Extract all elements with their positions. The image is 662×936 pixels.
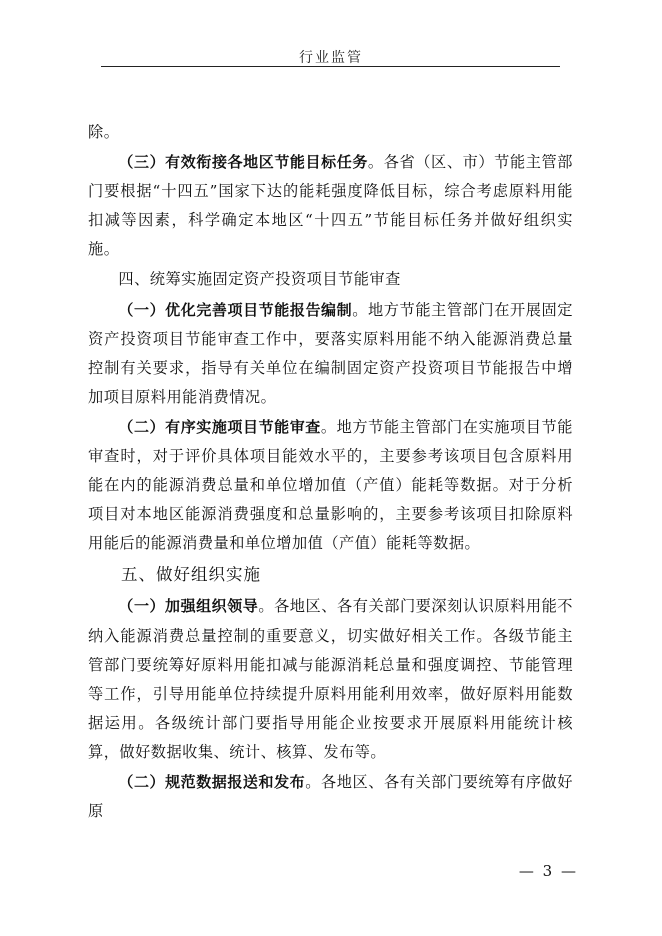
page-number: — 3 — <box>518 862 578 880</box>
header-rule <box>101 66 560 67</box>
paragraph-heading: （一）优化完善项目节能报告编制 <box>118 300 353 319</box>
document-body <box>88 118 573 827</box>
paragraph-energy-review <box>88 413 573 558</box>
paragraph-leadership <box>88 592 573 767</box>
paragraph-report-preparation <box>88 296 573 412</box>
running-header: 行业监管 <box>299 50 363 66</box>
paragraph-data-reporting <box>88 768 573 826</box>
paragraph-text: 。各省（区、市）节能主管部门要根据“十四五”国家下达的能耗强度降低目标，综合考虑原料用能扣减等因素，科学确定本地区“十四五”节能目标任务并做好组织实施。 <box>88 153 573 259</box>
paragraph-heading: （二）规范数据报送和发布 <box>118 772 306 791</box>
paragraph-text: 。各地区、各有关部门要统筹有序做好原 <box>88 772 573 821</box>
paragraph-text: 。地方节能主管部门在实施项目节能审查时，对于评价具体项目能效水平的，主要参考该项目包含原料用能在内的能源消费总量和单位增加值（产值）能耗等数据。对于分析项目对本地区能源消费强度和总量影响的，主要参考该项目扣除原料用能后的能源消费量和单位增加值（产值）能耗等数据。 <box>88 417 573 553</box>
paragraph-heading: （一）加强组织领导 <box>118 597 259 616</box>
paragraph-continuation: 除。 <box>88 123 120 141</box>
section-heading-4: 四、统筹实施固定资产投资项目节能审查 <box>118 270 401 289</box>
paragraph-energy-targets <box>88 148 573 264</box>
paragraph-heading: （三）有效衔接各地区节能目标任务 <box>118 153 368 172</box>
paragraph-heading: （二）有序实施项目节能审查 <box>118 417 321 436</box>
section-heading-5: 五、做好组织实施 <box>121 565 261 585</box>
paragraph-text: 。地方节能主管部门在开展固定资产投资项目节能审查工作中，要落实原料用能不纳入能源消费总量控制有关要求，指导有关单位在编制固定资产投资项目节能报告中增加项目原料用能消费情况。 <box>88 300 573 406</box>
paragraph-text: 。各地区、各有关部门要深刻认识原料用能不纳入能源消费总量控制的重要意义，切实做好相关工作。各级节能主管部门要统筹好原料用能扣减与能源消耗总量和强度调控、节能管理等工作，引导用能单位持续提升原料用能利用效率，做好原料用能数据运用。各级统计部门要指导用能企业按要求开展原料用能统计核算，做好数据收集、统计、核算、发布等。 <box>88 597 573 761</box>
